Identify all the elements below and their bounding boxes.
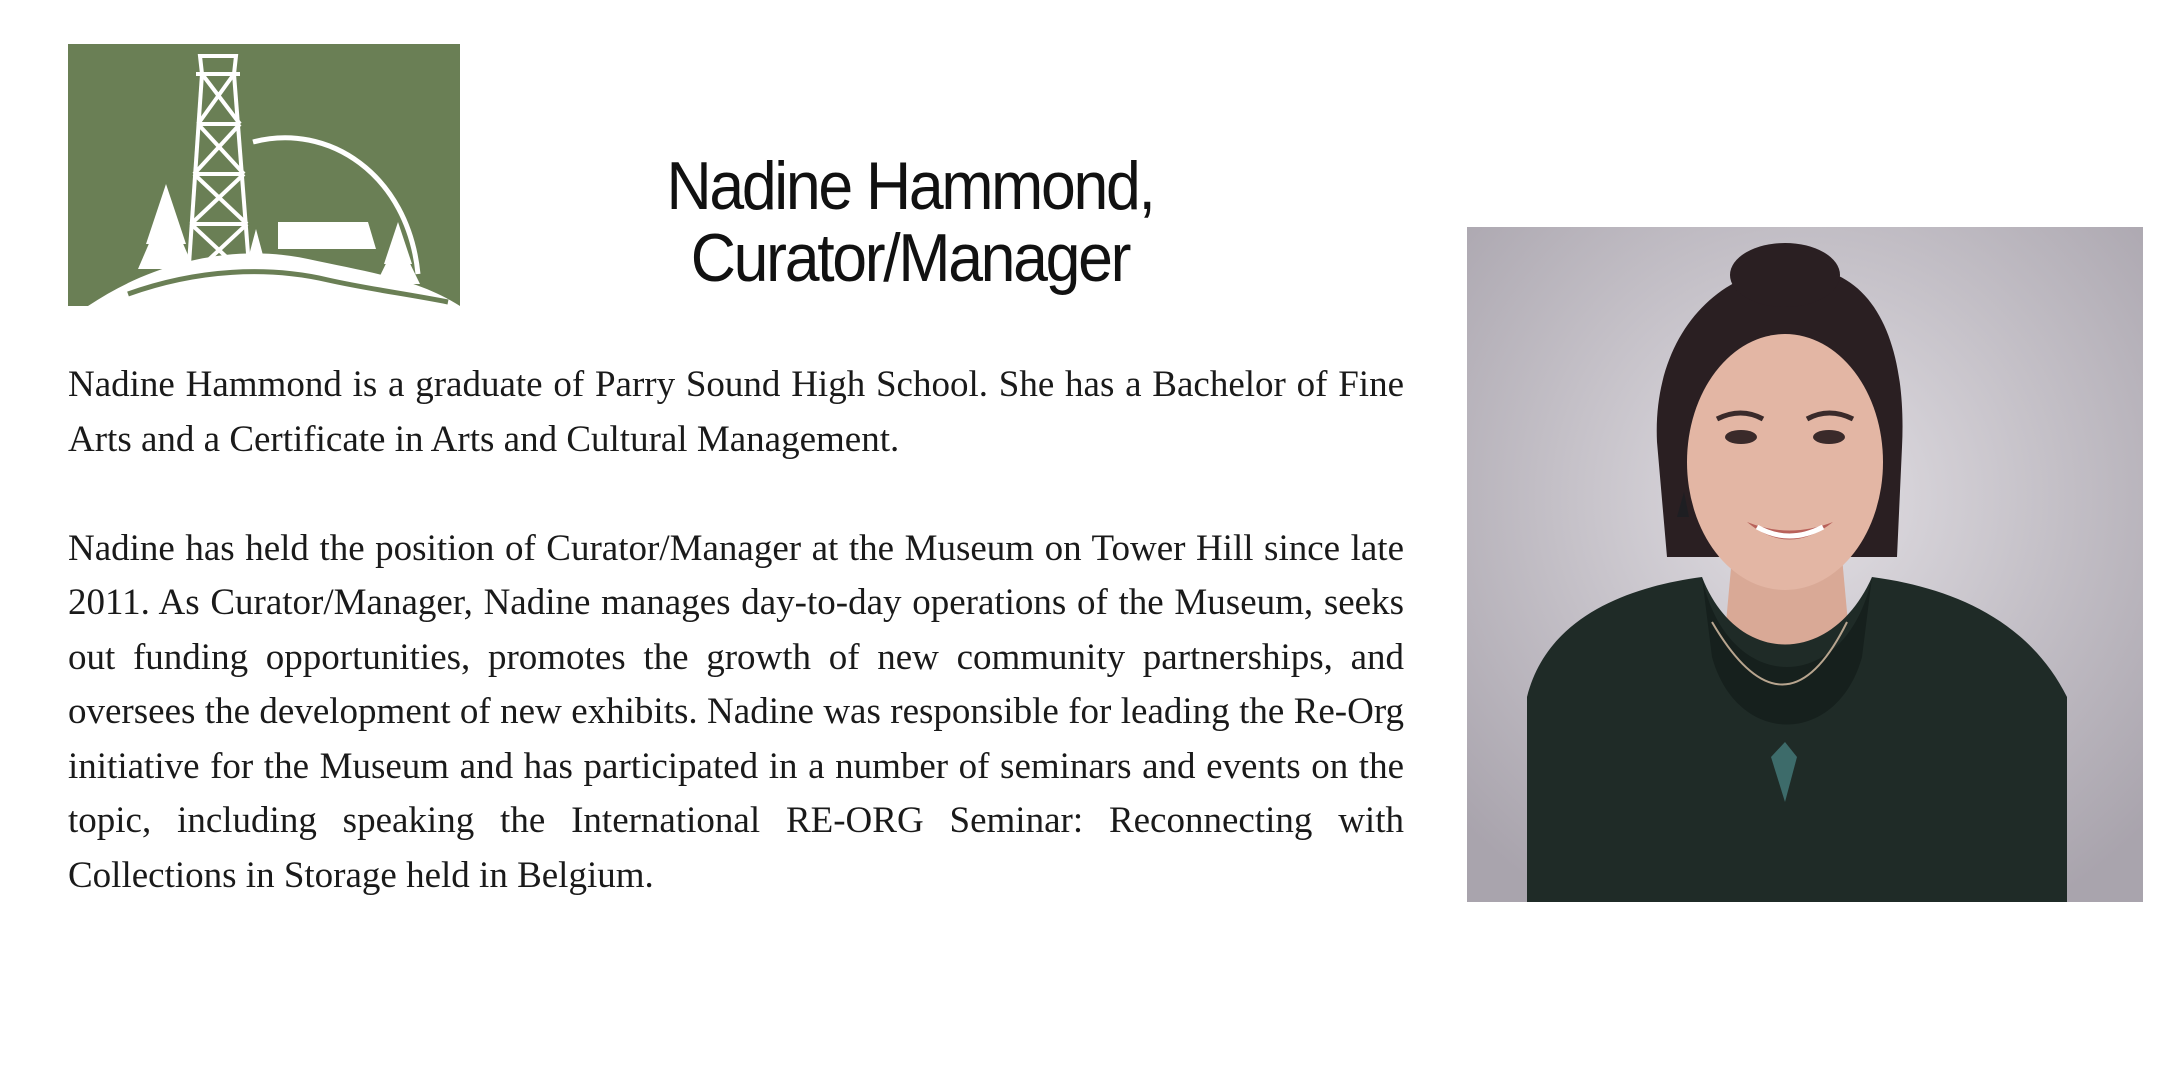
bio-paragraph: Nadine has held the position of Curator/Manager at the Museum on Tower Hill since late 2011. As Curator/Manager, Nadine manages day-to-day operations of the Museum, seeks out funding opportunities, promotes the growth of new community partnerships, and oversees the development of new exhibits. Nadine was responsible for leading the Re-Org initiative for the Museum and has participated in a number of seminars and events on the topic, including speaking the International RE-ORG Seminar: Reconnecting with Collections in Storage held in Belgium. [68,527,1404,896]
bio-paragraph: Nadine Hammond is a graduate of Parry Sound High School. She has a Bachelor of Fine Arts and a Certificate in Arts and Cultural Management. [68,364,1404,460]
title-name: Nadine Hammond, [666,148,1154,224]
museum-logo [68,44,460,306]
title-role: Curator/Manager [690,220,1130,296]
fire-tower-logo-icon [68,44,460,306]
portrait-photo-icon [1467,227,2143,902]
bio-text [68,358,1404,903]
page-title [588,150,1232,294]
portrait-photo [1467,227,2143,902]
